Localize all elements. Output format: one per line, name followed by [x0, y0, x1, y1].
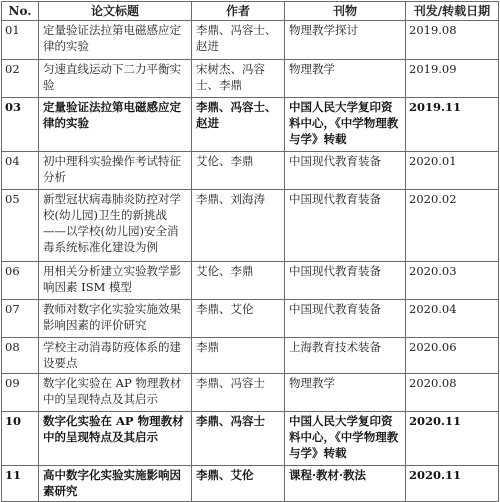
header-row: [2, 2, 499, 21]
cell-title: 定量验证法拉第电磁感应定律的实验: [39, 21, 192, 60]
table-row: [2, 374, 499, 412]
cell-date: 2019.08: [406, 21, 499, 60]
cell-authors: 李鼎: [192, 338, 285, 374]
table-row: [2, 262, 499, 300]
cell-journal: 中国人民大学复印资料中心，《中学物理教与学》转载: [285, 98, 406, 152]
cell-no: 10: [2, 412, 39, 466]
header-title: 论文标题: [39, 2, 192, 21]
cell-journal: 中国现代教育装备: [285, 262, 406, 300]
cell-no: 09: [2, 374, 39, 412]
table-row: [2, 60, 499, 98]
header-date: 刊发/转载日期: [406, 2, 499, 21]
cell-authors: 李鼎、刘海涛: [192, 190, 285, 262]
cell-authors: 宋树杰、冯容士、李鼎: [192, 60, 285, 98]
cell-title: 初中理科实验操作考试特征分析: [39, 152, 192, 190]
cell-title: 教师对数字化实验实施效果影响因素的评价研究: [39, 300, 192, 338]
cell-date: 2019.09: [406, 60, 499, 98]
table-row: [2, 98, 499, 152]
cell-journal: 中国现代教育装备: [285, 152, 406, 190]
table-row: [2, 412, 499, 466]
cell-authors: 艾伦、李鼎: [192, 152, 285, 190]
cell-no: 02: [2, 60, 39, 98]
cell-authors: 李鼎、冯容士: [192, 412, 285, 466]
cell-journal: 中国现代教育装备: [285, 300, 406, 338]
cell-no: 01: [2, 21, 39, 60]
cell-title: 匀速直线运动下二力平衡实验: [39, 60, 192, 98]
cell-title: 定量验证法拉第电磁感应定律的实验: [39, 98, 192, 152]
cell-authors: 李鼎、艾伦: [192, 466, 285, 502]
cell-authors: 李鼎、冯容士、赵进: [192, 21, 285, 60]
cell-date: 2020.06: [406, 338, 499, 374]
cell-title: 用相关分析建立实验教学影响因素 ISM 模型: [39, 262, 192, 300]
cell-no: 07: [2, 300, 39, 338]
table-row: [2, 190, 499, 262]
cell-date: 2020.02: [406, 190, 499, 262]
cell-journal: 上海教育技术装备: [285, 338, 406, 374]
cell-no: 03: [2, 98, 39, 152]
cell-journal: 物理教学: [285, 374, 406, 412]
cell-date: 2020.11: [406, 466, 499, 502]
cell-authors: 艾伦、李鼎: [192, 262, 285, 300]
cell-authors: 李鼎、艾伦: [192, 300, 285, 338]
cell-date: 2020.03: [406, 262, 499, 300]
cell-date: 2019.11: [406, 98, 499, 152]
header-authors: 作者: [192, 2, 285, 21]
cell-authors: 李鼎、冯容士、赵进: [192, 98, 285, 152]
cell-no: 11: [2, 466, 39, 502]
cell-no: 08: [2, 338, 39, 374]
cell-title: 学校主动消毒防疫体系的建设要点: [39, 338, 192, 374]
cell-title: 数字化实验在 AP 物理教材中的呈现特点及其启示: [39, 412, 192, 466]
cell-journal: 中国现代教育装备: [285, 190, 406, 262]
cell-journal: 物理教学: [285, 60, 406, 98]
cell-date: 2020.04: [406, 300, 499, 338]
cell-title: 新型冠状病毒肺炎防控对学校(幼儿园)卫生的新挑战——以学校(幼儿园)安全消毒系统标准化建设为例: [39, 190, 192, 262]
cell-journal: 物理教学探讨: [285, 21, 406, 60]
table-row: [2, 338, 499, 374]
cell-date: 2020.01: [406, 152, 499, 190]
table-row: [2, 466, 499, 502]
cell-no: 05: [2, 190, 39, 262]
cell-journal: 中国人民大学复印资料中心，《中学物理教与学》转载: [285, 412, 406, 466]
table-row: [2, 21, 499, 60]
table-row: [2, 152, 499, 190]
header-no: No.: [2, 2, 39, 21]
cell-date: 2020.08: [406, 374, 499, 412]
cell-no: 06: [2, 262, 39, 300]
cell-no: 04: [2, 152, 39, 190]
header-journal: 刊物: [285, 2, 406, 21]
cell-date: 2020.11: [406, 412, 499, 466]
table-row: [2, 300, 499, 338]
cell-title: 高中数字化实验实施影响因素研究: [39, 466, 192, 502]
cell-authors: 李鼎、冯容士: [192, 374, 285, 412]
publication-table: [1, 1, 499, 502]
cell-title: 数字化实验在 AP 物理教材中的呈现特点及其启示: [39, 374, 192, 412]
cell-journal: 课程·教材·教法: [285, 466, 406, 502]
